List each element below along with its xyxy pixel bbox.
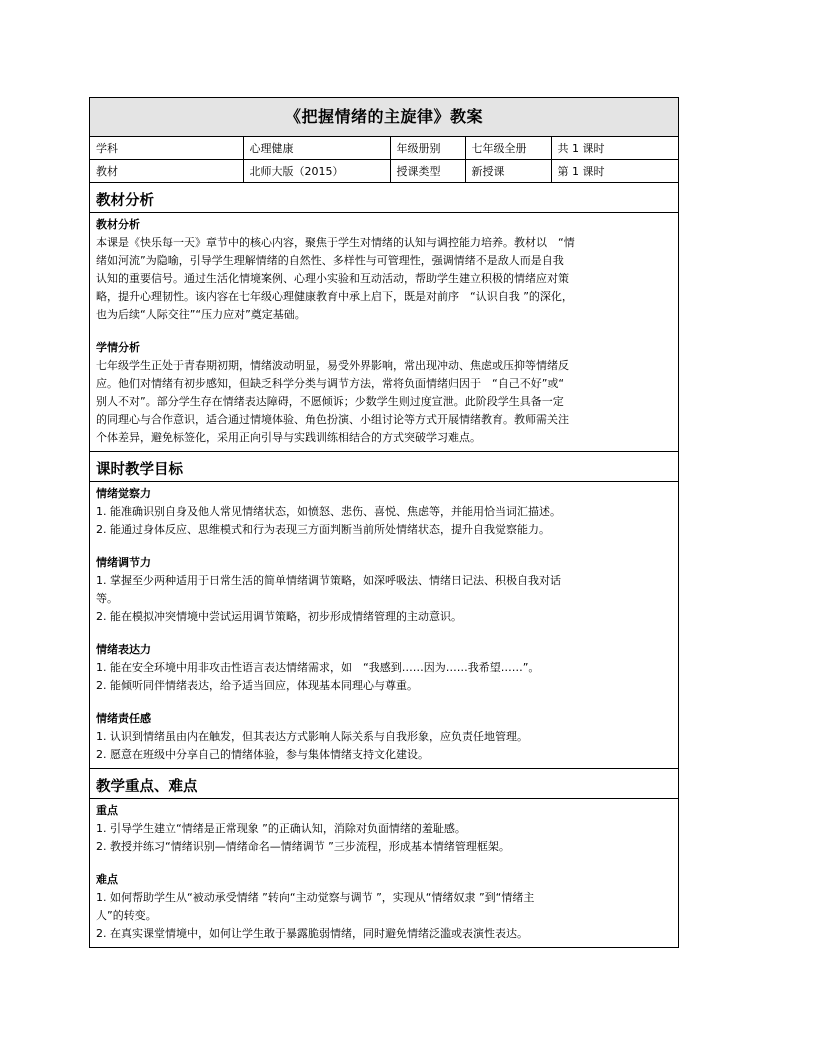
subheading-awareness: 情绪觉察力 bbox=[96, 487, 151, 500]
grade-value: 七年级全册 bbox=[465, 137, 551, 160]
subheading-key: 重点 bbox=[96, 804, 118, 817]
textbook-label: 教材 bbox=[90, 160, 243, 183]
list-item: 人”的转变。 bbox=[96, 909, 157, 922]
subheading-students: 学情分析 bbox=[96, 341, 140, 354]
list-item: 2. 在真实课堂情境中，如何让学生敢于暴露脆弱情绪，同时避免情绪泛滥或表演性表达。 bbox=[96, 927, 528, 940]
list-item: 2. 能通过身体反应、思维模式和行为表现三方面判断当前所处情绪状态，提升自我觉察能力。 bbox=[96, 523, 550, 536]
subheading-difficulty: 难点 bbox=[96, 873, 118, 886]
list-item: 1. 如何帮助学生从“被动承受情绪 ”转向“主动觉察与调节 ”，实现从“情绪奴隶 ”到“情绪主 bbox=[96, 891, 535, 904]
text-line: 略，提升心理韧性。该内容在七年级心理健康教育中承上启下，既是对前序 “认识自我 ”的深化， bbox=[96, 290, 573, 303]
text-line: 的同理心与合作意识，适合通过情境体验、角色扮演、小组讨论等方式开展情绪教育。教师需关注 bbox=[96, 413, 569, 426]
section-heading: 教学重点、难点 bbox=[90, 769, 678, 799]
list-item: 等。 bbox=[96, 592, 118, 605]
section-objectives bbox=[90, 452, 678, 769]
grade-label: 年级册别 bbox=[390, 137, 465, 160]
subheading-responsibility: 情绪责任感 bbox=[96, 712, 151, 725]
lesson-plan-document bbox=[89, 97, 679, 948]
text-line: 认知的重要信号。通过生活化情境案例、心理小实验和互动活动，帮助学生建立积极的情绪应对策 bbox=[96, 272, 569, 285]
list-item: 1. 认识到情绪虽由内在触发，但其表达方式影响人际关系与自我形象，应负责任地管理。 bbox=[96, 730, 528, 743]
students-paragraph bbox=[96, 357, 668, 447]
section-body bbox=[90, 213, 678, 451]
subject-value: 心理健康 bbox=[243, 137, 390, 160]
section-heading: 课时教学目标 bbox=[90, 452, 678, 482]
section-body bbox=[90, 482, 678, 768]
section-heading: 教材分析 bbox=[90, 183, 678, 213]
section-keypoints bbox=[90, 769, 678, 947]
info-row-textbook bbox=[90, 160, 678, 183]
text-line: 本课是《快乐每一天》章节中的核心内容，聚焦于学生对情绪的认知与调控能力培养。教材以 “情 bbox=[96, 236, 575, 249]
text-line: 别人不对”。部分学生存在情绪表达障碍，不愿倾诉；少数学生则过度宣泄。此阶段学生具备一定 bbox=[96, 395, 564, 408]
textbook-value: 北师大版（2015） bbox=[243, 160, 390, 183]
list-item: 2. 愿意在班级中分享自己的情绪体验，参与集体情绪支持文化建设。 bbox=[96, 748, 429, 761]
text-line: 绪如河流”为隐喻，引导学生理解情绪的自然性、多样性与可管理性，强调情绪不是敌人而是自我 bbox=[96, 254, 564, 267]
subheading-material: 教材分析 bbox=[96, 218, 140, 231]
section-body bbox=[90, 799, 678, 947]
document-title: 《把握情绪的主旋律》教案 bbox=[90, 98, 678, 137]
material-paragraph bbox=[96, 234, 668, 324]
total-periods: 共 1 课时 bbox=[551, 137, 678, 160]
text-line: 个体差异，避免标签化，采用正向引导与实践训练相结合的方式突破学习难点。 bbox=[96, 431, 481, 444]
subheading-regulation: 情绪调节力 bbox=[96, 556, 151, 569]
list-item: 1. 能准确识别自身及他人常见情绪状态，如愤怒、悲伤、喜悦、焦虑等，并能用恰当词汇描述。 bbox=[96, 505, 561, 518]
text-line: 应。他们对情绪有初步感知，但缺乏科学分类与调节方法，常将负面情绪归因于 “自己不好”或“ bbox=[96, 377, 565, 390]
list-item: 2. 能倾听同伴情绪表达，给予适当回应，体现基本同理心与尊重。 bbox=[96, 679, 418, 692]
current-period: 第 1 课时 bbox=[551, 160, 678, 183]
section-analysis bbox=[90, 183, 678, 452]
subheading-expression: 情绪表达力 bbox=[96, 643, 151, 656]
subject-label: 学科 bbox=[90, 137, 243, 160]
text-line: 七年级学生正处于青春期初期，情绪波动明显，易受外界影响，常出现冲动、焦虑或压抑等情绪反 bbox=[96, 359, 569, 372]
list-item: 1. 引导学生建立“情绪是正常现象 ”的正确认知，消除对负面情绪的羞耻感。 bbox=[96, 822, 466, 835]
lesson-type-label: 授课类型 bbox=[390, 160, 465, 183]
lesson-type-value: 新授课 bbox=[465, 160, 551, 183]
list-item: 1. 掌握至少两种适用于日常生活的简单情绪调节策略，如深呼吸法、情绪日记法、积极自我对话 bbox=[96, 574, 561, 587]
text-line: 也为后续“人际交往”“压力应对”奠定基础。 bbox=[96, 308, 306, 321]
list-item: 2. 能在模拟冲突情境中尝试运用调节策略，初步形成情绪管理的主动意识。 bbox=[96, 610, 462, 623]
info-row-subject bbox=[90, 137, 678, 160]
info-table bbox=[90, 137, 678, 183]
list-item: 2. 教授并练习“情绪识别—情绪命名—情绪调节 ”三步流程，形成基本情绪管理框架。 bbox=[96, 840, 510, 853]
list-item: 1. 能在安全环境中用非攻击性语言表达情绪需求，如 “我感到……因为……我希望……”。 bbox=[96, 661, 540, 674]
